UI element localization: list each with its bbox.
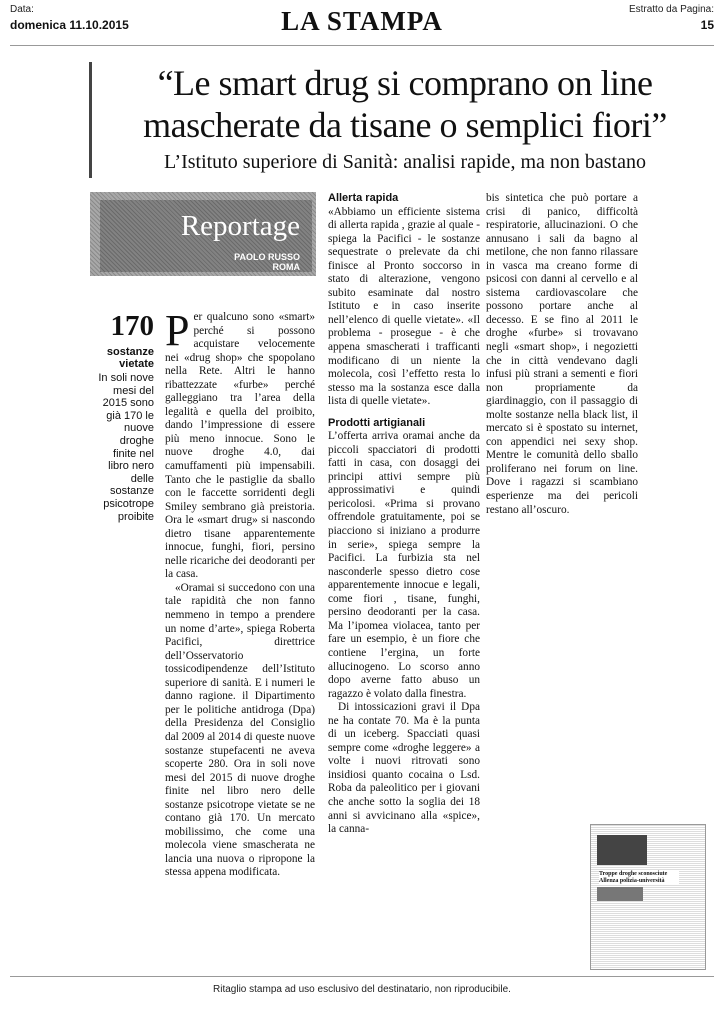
title-accent-bar <box>89 62 92 178</box>
page-thumbnail <box>590 824 706 970</box>
header-divider <box>10 45 714 46</box>
stat-keyword-line-1: sostanze <box>106 346 154 358</box>
title-line-2: mascherate da tisane o semplici fiori” <box>143 105 667 145</box>
page-label: Estratto da Pagina: <box>628 4 714 15</box>
author-name: PAOLO RUSSO <box>234 252 300 262</box>
reportage-box <box>90 192 316 276</box>
body-paragraph <box>165 306 315 582</box>
date-value: domenica 11.10.2015 <box>10 18 129 32</box>
paragraph-text: er qualcuno sono «smart» perché si possono acquistare velocemente nei «drug shop» che spopolano nella Rete. Altri le hanno ribattezzate «furbe» perché galleggiano tra l’area della legalità e quella del proibito, dando l’impressione di essere più meno innocue. Sono le nuove droghe 4.0, dai camuffamenti più impensabili. Tanto che le pastiglie da sballo con le faccette sorridenti degli Smiley sembrano già preistoria. Ora le «smart drug» si nascondo dietro tisane apparentemente innocue, funghi, fiori, persino nelle ricariche dei deodoranti per la casa. <box>165 311 315 581</box>
stat-text: In soli nove mesi del 2015 sono già 170 le nuove droghe finite nel libro nero delle sostanze psicotrope proibite <box>98 372 154 523</box>
body-paragraph: L’offerta arriva oramai anche da piccoli spacciatori di prodotti fatti in casa, con dosaggi dei principi attivi sempre più approssimativi e quindi pericolosi. «Prima si provano offrendole gratuitamente, poi se piacciono si iniziano a produrre in serie», spiega sempre la Pacifici. La furbizia sta nel nasconderle spesso dietro cose apparentemente innocue e legali, come fiori , tisane, funghi, persino deodoranti per la casa. Ma l’ipomea violacea, tanto per fare un esempio, è un fiore che contiene l’ergina, un forte allucinogeno. Lo scorso anno dopo averne fatto abuso un ragazzo è volato dalla finestra. <box>328 430 480 700</box>
body-paragraph: «Oramai si succedono con una tale rapidità che non fanno nemmeno in tempo a prendere un nome d’arte», spiega Roberta Pacifici, direttrice dell’Osservatorio tossicodipendenze dell’Istituto superiore di sanità. E i numeri le danno ragione. il Dipartimento per le politiche antidroga (Dpa) della Presidenza del Consiglio dal 2009 al 2014 di queste nuove sostanze stupefacenti ne aveva scoperte 280. Ora in soli nove mesi del 2015 di nuove droghe finite nel libro nero delle sostanze psicotrope vietate se ne contano già 170. Un mercato mobilissimo, che come una molecola viene smascherata ne lancia una nuova o ripropone la stessa appena modificata. <box>165 581 315 879</box>
article-subtitle: L’Istituto superiore di Sanità: analisi rapide, ma non bastano <box>164 151 646 173</box>
masthead-logo: LA STAMPA <box>281 6 443 36</box>
body-paragraph: Di intossicazioni gravi il Dpa ne ha contate 70. Ma è la punta di un iceberg. Spacciati quasi sempre come «droghe leggere» a volte i nuovi ritrovati sono insidiosi quanto cocaina o Lsd. Roba da paleolitico per i giovani che anche sotto la soglia dei 18 anni si avvicinano alla «spice», la canna- <box>328 701 480 836</box>
stat-number: 170 <box>110 310 154 342</box>
title-line-1: “Le smart drug si comprano on line <box>157 63 653 103</box>
drop-cap: P <box>165 306 190 355</box>
thumbnail-photo <box>597 835 647 865</box>
body-column-2 <box>328 192 480 837</box>
stat-keyword-line-2: vietate <box>119 358 154 370</box>
thumbnail-box <box>597 887 643 901</box>
body-column-3 <box>486 192 638 517</box>
byline <box>234 252 300 272</box>
thumbnail-headline: Troppe droghe sconosciute Allenza polizia-università <box>599 871 679 885</box>
stat-keyword <box>96 346 154 370</box>
body-paragraph: bis sintetica che può portare a crisi di panico, difficoltà respiratorie, allucinazioni. O che annusano i sali da bagno al metilone, che non fanno rilassare in vasca ma creano forme di psicosi con danni al cervello e al sistema cardiovascolare che possono portare anche al decesso. E se fino al 2011 le droghe «furbe» si trovavano negli «smart shop», i negozietti che in città vendevano dagli infusi più strani a sementi e fiori non propriamente da giardinaggio, con il passaggio di molte sostanze nella black list, il mercato si è spostato su internet, con appendici nei sexy shop. Mentre le comunità dello sballo proliferano nei forum on line. Dove i ragazzi si scambiano esperienze ma dei pericoli restano all’oscuro. <box>486 192 638 516</box>
page-number: 15 <box>700 18 714 32</box>
footer-divider <box>10 976 714 977</box>
body-column-1 <box>165 306 315 880</box>
date-label: Data: <box>10 4 34 15</box>
body-paragraph: «Abbiamo un efficiente sistema di allerta rapida , grazie al quale -spiega la Pacifici - le sostanze sequestrate o prelevate da chi finisce al Pronto soccorso in stato di alterazione, vengono subito esaminate dal nostro Istituto e in caso inserite nell’elenco di quelle vietate». «Il problema - prosegue - è che appena smascherati i trafficanti modificano di un niente la molecola, così l’effetto resta lo stesso ma la sostanza esce dalla lista di quelle vietate». <box>328 205 480 408</box>
article-title <box>100 62 710 146</box>
stat-sidebar <box>96 310 154 523</box>
page-block <box>629 4 714 32</box>
dateline-location: ROMA <box>272 262 300 272</box>
reportage-inner <box>100 200 312 272</box>
footer-notice: Ritaglio stampa ad uso esclusivo del destinatario, non riproducibile. <box>213 984 511 995</box>
section-heading-prodotti: Prodotti artigianali <box>328 416 426 429</box>
section-heading-allerta: Allerta rapida <box>328 192 399 204</box>
section-tag: Reportage <box>180 210 300 242</box>
